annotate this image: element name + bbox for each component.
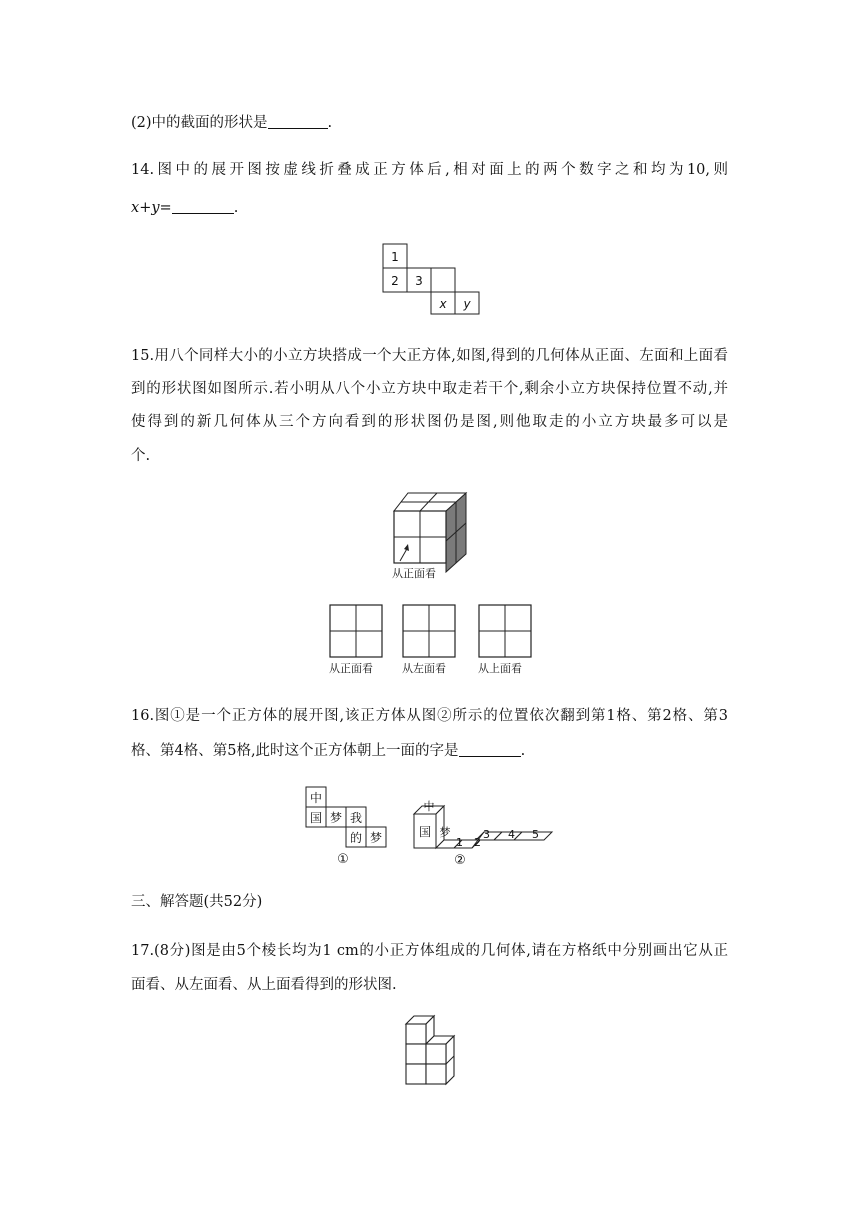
- section-3-title: 三、解答题(共52分): [131, 894, 263, 910]
- q15-line-4: 个.: [131, 448, 151, 464]
- answer-blank: [268, 114, 328, 129]
- q15-line-2: 到的形状图如图所示.若小明从八个小立方块中取走若干个,剩余小立方块保持位置不动,并: [131, 381, 728, 397]
- net-char-1: 中: [309, 791, 323, 805]
- q14-line-1: 14.图中的展开图按虚线折叠成正方体后,相对面上的两个数字之和均为10,则: [131, 162, 728, 178]
- q13-tail-end: .: [327, 115, 333, 131]
- answer-blank: [459, 742, 521, 757]
- q16-roll-figure: [410, 800, 560, 868]
- roll-cell-5: 5: [532, 828, 539, 841]
- q15-view-left: [402, 604, 458, 676]
- plus-sign: +: [139, 200, 152, 216]
- net-char-3: 梦: [329, 811, 343, 825]
- answer-blank: [172, 199, 234, 214]
- net-char-5: 的: [349, 831, 363, 845]
- var-x: x: [131, 200, 140, 216]
- view-label-front: 从正面看: [329, 662, 373, 675]
- figure-label-2: ②: [454, 853, 466, 868]
- net-cell-3: 3: [415, 274, 423, 288]
- q17-line-1: 17.(8分)图是由5个棱长均为1 cm的小正方体组成的几何体,请在方格纸中分别画出它从正: [131, 943, 728, 959]
- net-cell-x: x: [439, 297, 447, 311]
- q16-end: .: [520, 743, 526, 759]
- q16-line-2-text: 格、第4格、第5格,此时这个正方体朝上一面的字是: [131, 743, 459, 759]
- roll-cube-top: 中: [423, 800, 435, 813]
- q15-line-1: 15.用八个同样大小的小立方块搭成一个大正方体,如图,得到的几何体从正面、左面和上面看: [131, 348, 728, 364]
- roll-cube-side: 梦: [439, 826, 451, 839]
- net-char-4: 我: [349, 811, 363, 825]
- net-cell-1: 1: [391, 250, 399, 264]
- q17-solid-figure: [402, 1014, 462, 1086]
- cube-caption: 从正面看: [392, 567, 436, 580]
- q15-line-3: 使得到的新几何体从三个方向看到的形状图仍是图,则他取走的小立方块最多可以是: [131, 414, 728, 430]
- q16-line-1: 16.图①是一个正方体的展开图,该正方体从图②所示的位置依次翻到第1格、第2格、第3: [131, 708, 728, 724]
- var-y: y: [151, 200, 160, 216]
- net-char-2: 国: [309, 811, 323, 825]
- net-cell-y: y: [463, 297, 471, 311]
- q15-view-top: [478, 604, 534, 676]
- equals-sign: =: [159, 200, 172, 216]
- roll-cell-4: 4: [508, 828, 515, 841]
- q15-cube-figure: [388, 487, 478, 582]
- q17-line-2: 面看、从左面看、从上面看得到的形状图.: [131, 977, 397, 993]
- net-char-6: 梦: [369, 831, 383, 845]
- figure-label-1: ①: [337, 852, 349, 867]
- q14-end: .: [233, 200, 239, 216]
- q13-tail-text: (2)中的截面的形状是: [131, 115, 268, 131]
- q14-net-figure: [381, 242, 481, 316]
- view-label-left: 从左面看: [402, 662, 446, 675]
- net-cell-2: 2: [391, 274, 399, 288]
- roll-cell-2: 2: [474, 836, 481, 849]
- roll-cube-front: 国: [418, 825, 432, 839]
- q16-line-2: [131, 741, 525, 761]
- q14-line-2: [131, 198, 238, 218]
- roll-cell-3: 3: [483, 828, 490, 841]
- view-label-top: 从上面看: [478, 662, 522, 675]
- q15-view-front: [329, 604, 385, 676]
- q13-tail-line: [131, 113, 332, 133]
- roll-cell-1: 1: [456, 836, 463, 849]
- q16-net-figure: [304, 785, 394, 867]
